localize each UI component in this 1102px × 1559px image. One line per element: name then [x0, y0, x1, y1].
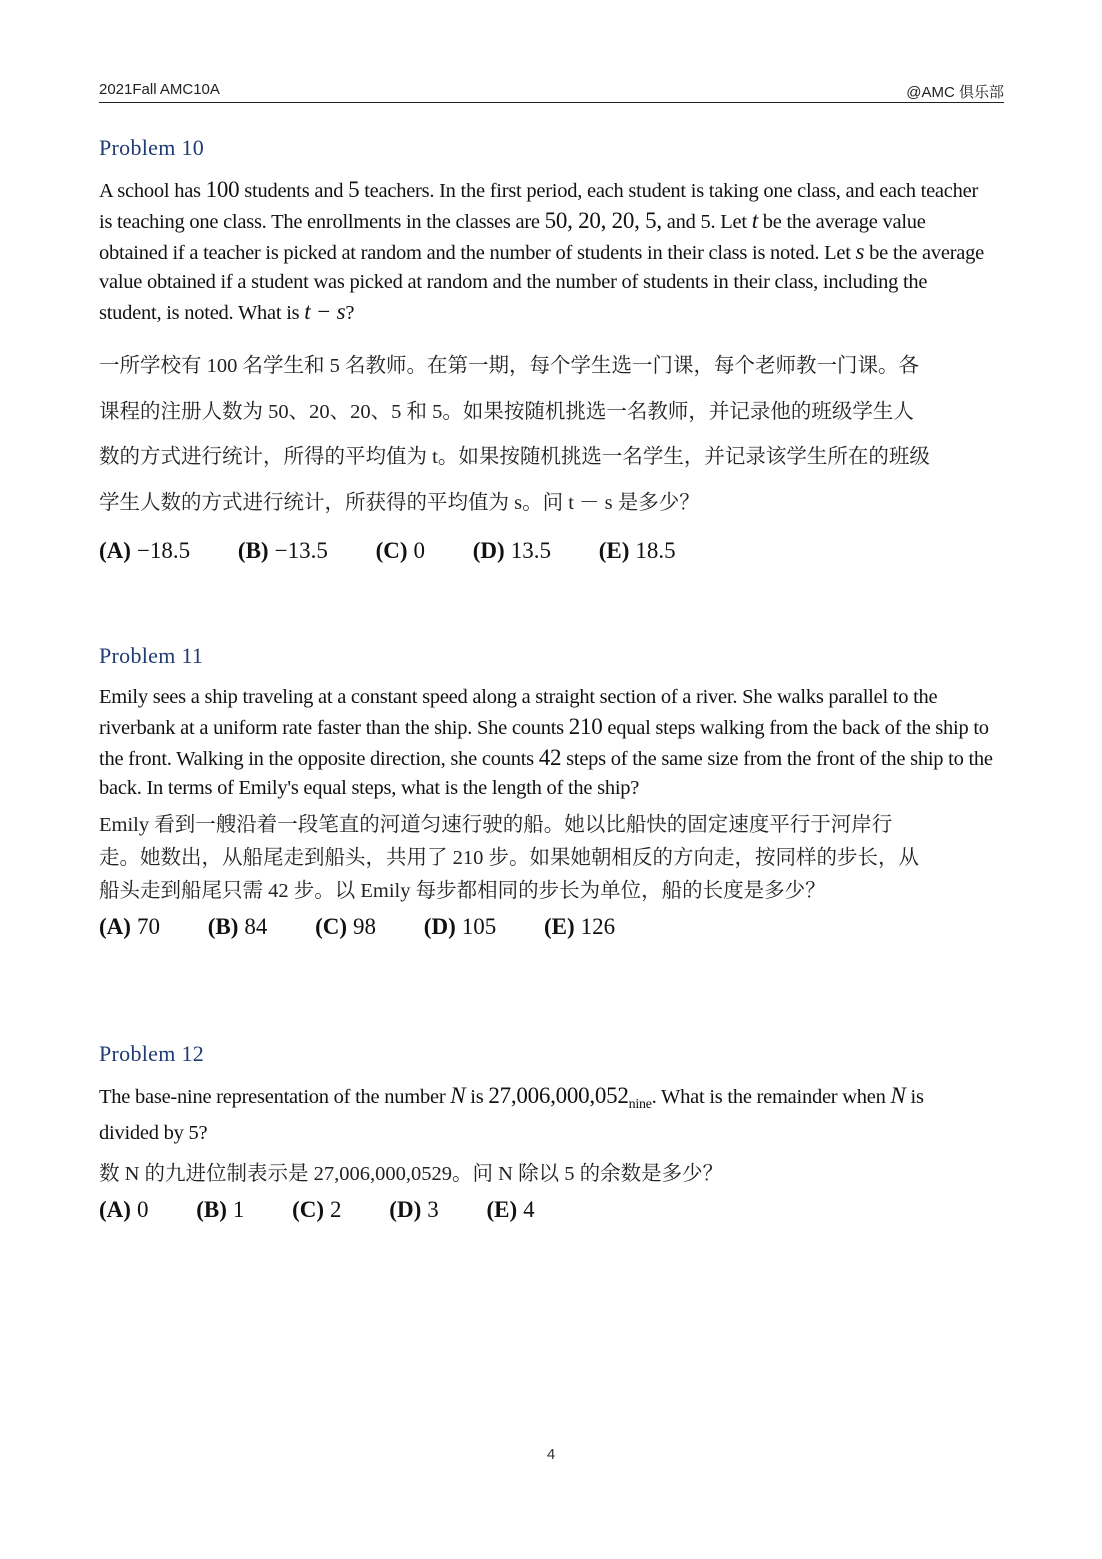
choice-c: (C) 0 — [375, 538, 426, 563]
page-header — [99, 80, 1004, 103]
choice-d: (D) 105 — [423, 914, 497, 939]
problem-12 — [99, 1041, 994, 1223]
choice-a: (A) 70 — [99, 914, 160, 939]
problem-statement-zh: Emily 看到一艘沿着一段笔直的河道匀速行驶的船。她以比船快的固定速度平行于河岸行 走。她数出，从船尾走到船头，共用了 210 步。如果她朝相反的方向走，按同样的步长，从 船头走到船尾只需 42 步。以 Emily 每步都相同的步长为单位，船的长度是多少？ — [99, 814, 919, 902]
choice-e: (E) 126 — [543, 914, 616, 939]
problem-title: Problem 11 — [99, 643, 204, 668]
choice-d: (D) 3 — [389, 1197, 439, 1223]
problem-10 — [99, 135, 994, 564]
choice-c: (C) 2 — [292, 1197, 342, 1223]
answer-choices — [99, 538, 994, 564]
header-left-text: 2021Fall AMC10A — [99, 81, 220, 98]
answer-choices — [99, 914, 994, 940]
page-number: 4 — [546, 1446, 556, 1463]
problem-statement-en: The base-nine representation of the number N is $27,006,000,052_{nine}$. What is the remainder when N is divided by 5? — [99, 1083, 924, 1145]
choice-a: (A) 0 — [99, 1197, 149, 1223]
problem-title: Problem 12 — [99, 1041, 205, 1066]
problem-statement-en: A school has 100 students and 5 teachers. In the first period, each student is taking one class, and each teacher is teaching one class. The enrollments in the classes are 50, 20, 20, 5, and 5. Let t be the average value obtained if a teacher is picked at random and the number of students in their class is noted. Let s be the average value obtained if a student was picked at random and the number of students in their class, including the student, is noted. What is t − s? — [99, 177, 984, 324]
choice-b: (B) 1 — [196, 1197, 245, 1223]
choice-e: (E) 4 — [486, 1197, 535, 1223]
choice-d: (D) 13.5 — [472, 538, 551, 563]
header-right-text: @AMC 俱乐部 — [906, 84, 1004, 101]
answer-choices — [99, 1197, 994, 1223]
choice-b: (B) −13.5 — [237, 538, 328, 563]
problem-statement-zh: 一所学校有 100 名学生和 5 名教师。在第一期，每个学生选一门课，每个老师教一门课。各 课程的注册人数为 50、20、20、5 和 5。如果按随机挑选一名教师，并记录他的班级学生人 数的方式进行统计，所得的平均值为 t。如果按随机挑选一名学生，并记录该学生所在的班级 学生人数的方式进行统计，所获得的平均值为 s。问 t － s 是多少？ — [99, 355, 930, 514]
choice-e: (E) 18.5 — [598, 538, 676, 563]
problem-statement-en: Emily sees a ship traveling at a constant speed along a straight section of a river. She walks parallel to the riverbank at a uniform rate faster than the ship. She counts 210 equal steps walking from the back of the ship to the front. Walking in the opposite direction, she counts 42 steps of the same size from the front of the ship to the back. In terms of Emily's equal steps, what is the length of the ship? — [99, 686, 993, 799]
problem-title: Problem 10 — [99, 135, 205, 160]
problem-11 — [99, 643, 994, 940]
problem-statement-zh: 数 N 的九进位制表示是 27,006,000,0529。问 N 除以 5 的余数是多少？ — [99, 1163, 724, 1186]
choice-b: (B) 84 — [207, 914, 268, 939]
choice-c: (C) 98 — [315, 914, 377, 939]
choice-a: (A) −18.5 — [99, 538, 191, 563]
